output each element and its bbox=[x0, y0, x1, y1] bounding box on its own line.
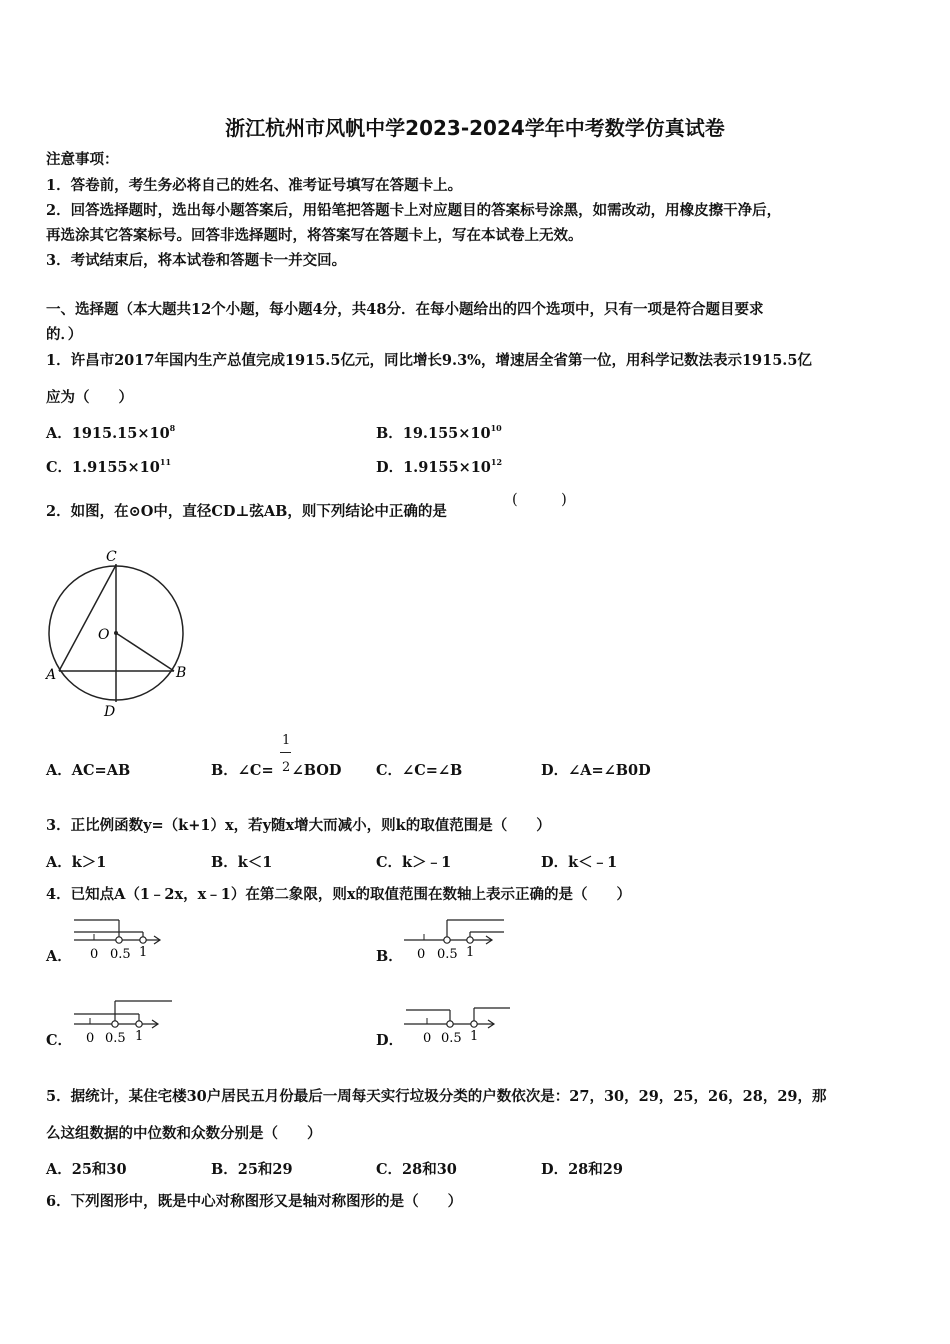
q1-option-a: A．$1915.15\times 10^8$ bbox=[46, 423, 176, 442]
q2-option-c: C．∠C=∠B bbox=[376, 762, 463, 779]
svg-text:1: 1 bbox=[135, 1029, 144, 1044]
number-line-d bbox=[402, 996, 514, 1046]
q2-option-b: B．∠C= ∠BOD bbox=[211, 762, 342, 779]
svg-text:0: 0 bbox=[417, 947, 426, 962]
number-line-a bbox=[72, 912, 172, 962]
q1-stem-cont: 应为（ ） bbox=[46, 389, 133, 406]
q5-option-d: D．28和29 bbox=[541, 1161, 623, 1178]
svg-text:0.5: 0.5 bbox=[110, 947, 131, 962]
notice-item: 2．回答选择题时，选出每小题答案后，用铅笔把答题卡上对应题目的答案标号涂黑，如需改动，用橡皮擦干净后， bbox=[46, 202, 782, 219]
q1-option-c: C．$1.9155\times 10^{11}$ bbox=[46, 457, 172, 476]
q4-option-b: B． bbox=[376, 948, 403, 965]
q4-option-a: A． bbox=[46, 948, 72, 965]
segment-ac bbox=[59, 565, 116, 671]
label-d: D bbox=[104, 704, 116, 720]
q6-stem: 6．下列图形中，既是中心对称图形又是轴对称图形的是（ ） bbox=[46, 1193, 463, 1210]
fraction-bar bbox=[280, 752, 291, 753]
label-b: B bbox=[176, 665, 187, 681]
q5-option-c: C．28和30 bbox=[376, 1161, 457, 1178]
fraction-denominator: 2 bbox=[282, 760, 291, 775]
notice-item: 3．考试结束后，将本试卷和答题卡一并交回。 bbox=[46, 252, 347, 269]
q3-stem: 3．正比例函数y=（k+1）x，若y随x增大而减小，则k的取值范围是（ ） bbox=[46, 817, 551, 834]
q2-answer-paren: ( ) bbox=[512, 492, 567, 508]
center-dot bbox=[114, 631, 118, 635]
q3-option-b: B．k＜1 bbox=[211, 854, 273, 871]
label-o: O bbox=[98, 627, 110, 643]
label-c: C bbox=[106, 549, 117, 565]
svg-text:0: 0 bbox=[423, 1031, 432, 1046]
svg-text:0.5: 0.5 bbox=[105, 1031, 126, 1046]
q1-option-d: D．$1.9155\times 10^{12}$ bbox=[376, 457, 503, 476]
page-title: 浙江杭州市风帆中学2023-2024学年中考数学仿真试卷 bbox=[225, 116, 725, 140]
q5-stem: 5．据统计，某住宅楼30户居民五月份最后一周每天实行垃圾分类的户数依次是：27，30，29，25，26，28，29，那 bbox=[46, 1088, 827, 1105]
q4-option-d: D． bbox=[376, 1032, 404, 1049]
q2-stem: 2．如图，在⊙O中，直径CD⊥弦AB，则下列结论中正确的是 bbox=[46, 503, 447, 520]
q3-option-c: C．k＞﹣1 bbox=[376, 854, 452, 871]
circle-figure bbox=[40, 548, 200, 720]
q1-stem: 1．许昌市2017年国内生产总值完成1915.5亿元，同比增长9.3%，增速居全省第一位，用科学记数法表示1915.5亿 bbox=[46, 352, 812, 369]
svg-text:0.5: 0.5 bbox=[441, 1031, 462, 1046]
notice-item: 1．答卷前，考生务必将自己的姓名、准考证号填写在答题卡上。 bbox=[46, 177, 463, 194]
q2-option-d: D．∠A=∠B0D bbox=[541, 762, 651, 779]
svg-text:0: 0 bbox=[86, 1031, 95, 1046]
q2-option-a: A．AC=AB bbox=[46, 762, 131, 779]
label-a: A bbox=[46, 667, 57, 683]
segment-ob bbox=[116, 633, 174, 671]
q3-option-a: A．k＞1 bbox=[46, 854, 107, 871]
q5-option-a: A．25和30 bbox=[46, 1161, 127, 1178]
number-line-b bbox=[402, 912, 512, 962]
section-heading: 一、选择题（本大题共12个小题，每小题4分，共48分．在每小题给出的四个选项中，只有一项是符合题目要求 bbox=[46, 301, 764, 318]
svg-text:1: 1 bbox=[470, 1029, 479, 1044]
notice-heading: 注意事项： bbox=[46, 151, 119, 168]
svg-text:0.5: 0.5 bbox=[437, 947, 458, 962]
q4-stem: 4．已知点A（1﹣2x，x﹣1）在第二象限，则x的取值范围在数轴上表示正确的是（ ） bbox=[46, 886, 632, 903]
svg-text:1: 1 bbox=[466, 945, 475, 960]
q1-option-b: B．$19.155\times 10^{10}$ bbox=[376, 423, 502, 442]
svg-text:1: 1 bbox=[139, 945, 148, 960]
svg-text:0: 0 bbox=[90, 947, 99, 962]
q4-option-c: C． bbox=[46, 1032, 73, 1049]
notice-item: 再选涂其它答案标号。回答非选择题时，将答案写在答题卡上，写在本试卷上无效。 bbox=[46, 227, 583, 244]
q5-stem-cont: 么这组数据的中位数和众数分别是（ ） bbox=[46, 1125, 322, 1142]
q5-option-b: B．25和29 bbox=[211, 1161, 293, 1178]
q3-option-d: D．k＜﹣1 bbox=[541, 854, 618, 871]
number-line-c bbox=[72, 996, 176, 1046]
fraction-numerator: 1 bbox=[282, 733, 291, 748]
section-heading-cont: 的．） bbox=[46, 326, 83, 343]
